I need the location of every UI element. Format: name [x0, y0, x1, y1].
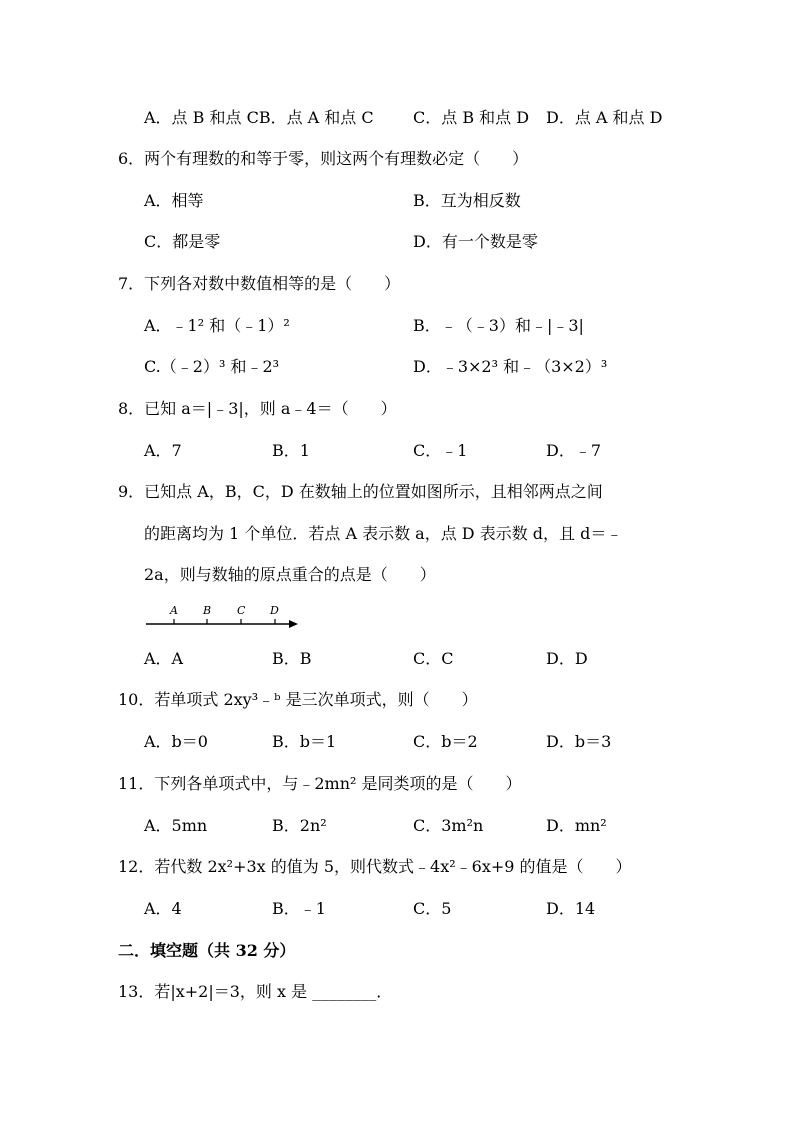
q6-option-d: D．有一个数是零 [413, 232, 538, 251]
q7-stem: 7．下列各对数中数值相等的是（ ） [118, 274, 401, 293]
label-c: C [237, 604, 246, 617]
q12-option-b: B．﹣1 [272, 899, 326, 918]
q5-option-c: C．点 B 和点 D [413, 108, 530, 127]
q12-option-d: D．14 [546, 899, 596, 918]
q7-option-c: C.（﹣2）³ 和﹣2³ [144, 357, 280, 376]
q7-option-b: B．﹣（﹣3）和﹣|﹣3| [413, 316, 584, 335]
q5-option-d: D．点 A 和点 D [546, 108, 663, 127]
q9-option-b: B．B [272, 649, 312, 668]
q11-option-d: D．mn² [546, 816, 607, 835]
q11-option-a: A．5mn [144, 816, 208, 835]
q12-stem: 12．若代数 2x²+3x 的值为 5，则代数式﹣4x²﹣6x+9 的值是（ ） [118, 857, 632, 876]
q10-option-b: B．b＝1 [272, 732, 337, 751]
label-a: A [170, 604, 178, 617]
q6-option-b: B．互为相反数 [413, 191, 521, 210]
q12-option-c: C．5 [413, 899, 452, 918]
q5-option-ab: A．点 B 和点 CB．点 A 和点 C [144, 108, 374, 127]
q9-stem-line-2: 的距离均为 1 个单位．若点 A 表示数 a，点 D 表示数 d，且 d＝﹣ [144, 524, 623, 543]
q7-option-d: D．﹣3×2³ 和﹣（3×2）³ [413, 357, 608, 376]
q7-option-a: A．﹣1² 和（﹣1）² [144, 316, 290, 335]
q11-option-c: C．3m²n [413, 816, 484, 835]
q8-option-d: D．﹣7 [546, 441, 602, 460]
q10-option-a: A．b＝0 [144, 732, 208, 751]
q6-option-c: C．都是零 [144, 232, 221, 251]
q9-option-c: C．C [413, 649, 454, 668]
q9-option-a: A．A [144, 649, 184, 668]
q8-stem: 8．已知 a＝|﹣3|，则 a﹣4＝（ ） [118, 399, 397, 418]
q10-option-d: D．b＝3 [546, 732, 612, 751]
q8-option-b: B．1 [272, 441, 310, 460]
q9-stem-line-3: 2a，则与数轴的原点重合的点是（ ） [144, 565, 436, 584]
label-b: B [203, 604, 212, 617]
q12-option-a: A．4 [144, 899, 182, 918]
q11-option-b: B．2n² [272, 816, 327, 835]
q6-stem: 6．两个有理数的和等于零，则这两个有理数必定（ ） [118, 149, 529, 168]
q13-stem: 13．若|x+2|＝3，则 x 是 ________． [118, 982, 393, 1001]
label-d: D [270, 604, 279, 617]
number-line-arrow [289, 620, 298, 628]
q11-stem: 11．下列各单项式中，与﹣2mn² 是同类项的是（ ） [118, 774, 522, 793]
q9-option-d: D．D [546, 649, 588, 668]
q10-option-c: C．b＝2 [413, 732, 478, 751]
q9-stem-line-1: 9．已知点 A，B，C，D 在数轴上的位置如图所示，且相邻两点之间 [118, 482, 603, 501]
q10-stem: 10．若单项式 2xy³﹣ᵇ 是三次单项式，则（ ） [118, 690, 478, 709]
section-2-title: 二．填空题（共 32 分） [118, 941, 296, 960]
q6-option-a: A．相等 [144, 191, 204, 210]
q8-option-c: C．﹣1 [413, 441, 468, 460]
q8-option-a: A．7 [144, 441, 182, 460]
number-line-figure [142, 598, 302, 632]
